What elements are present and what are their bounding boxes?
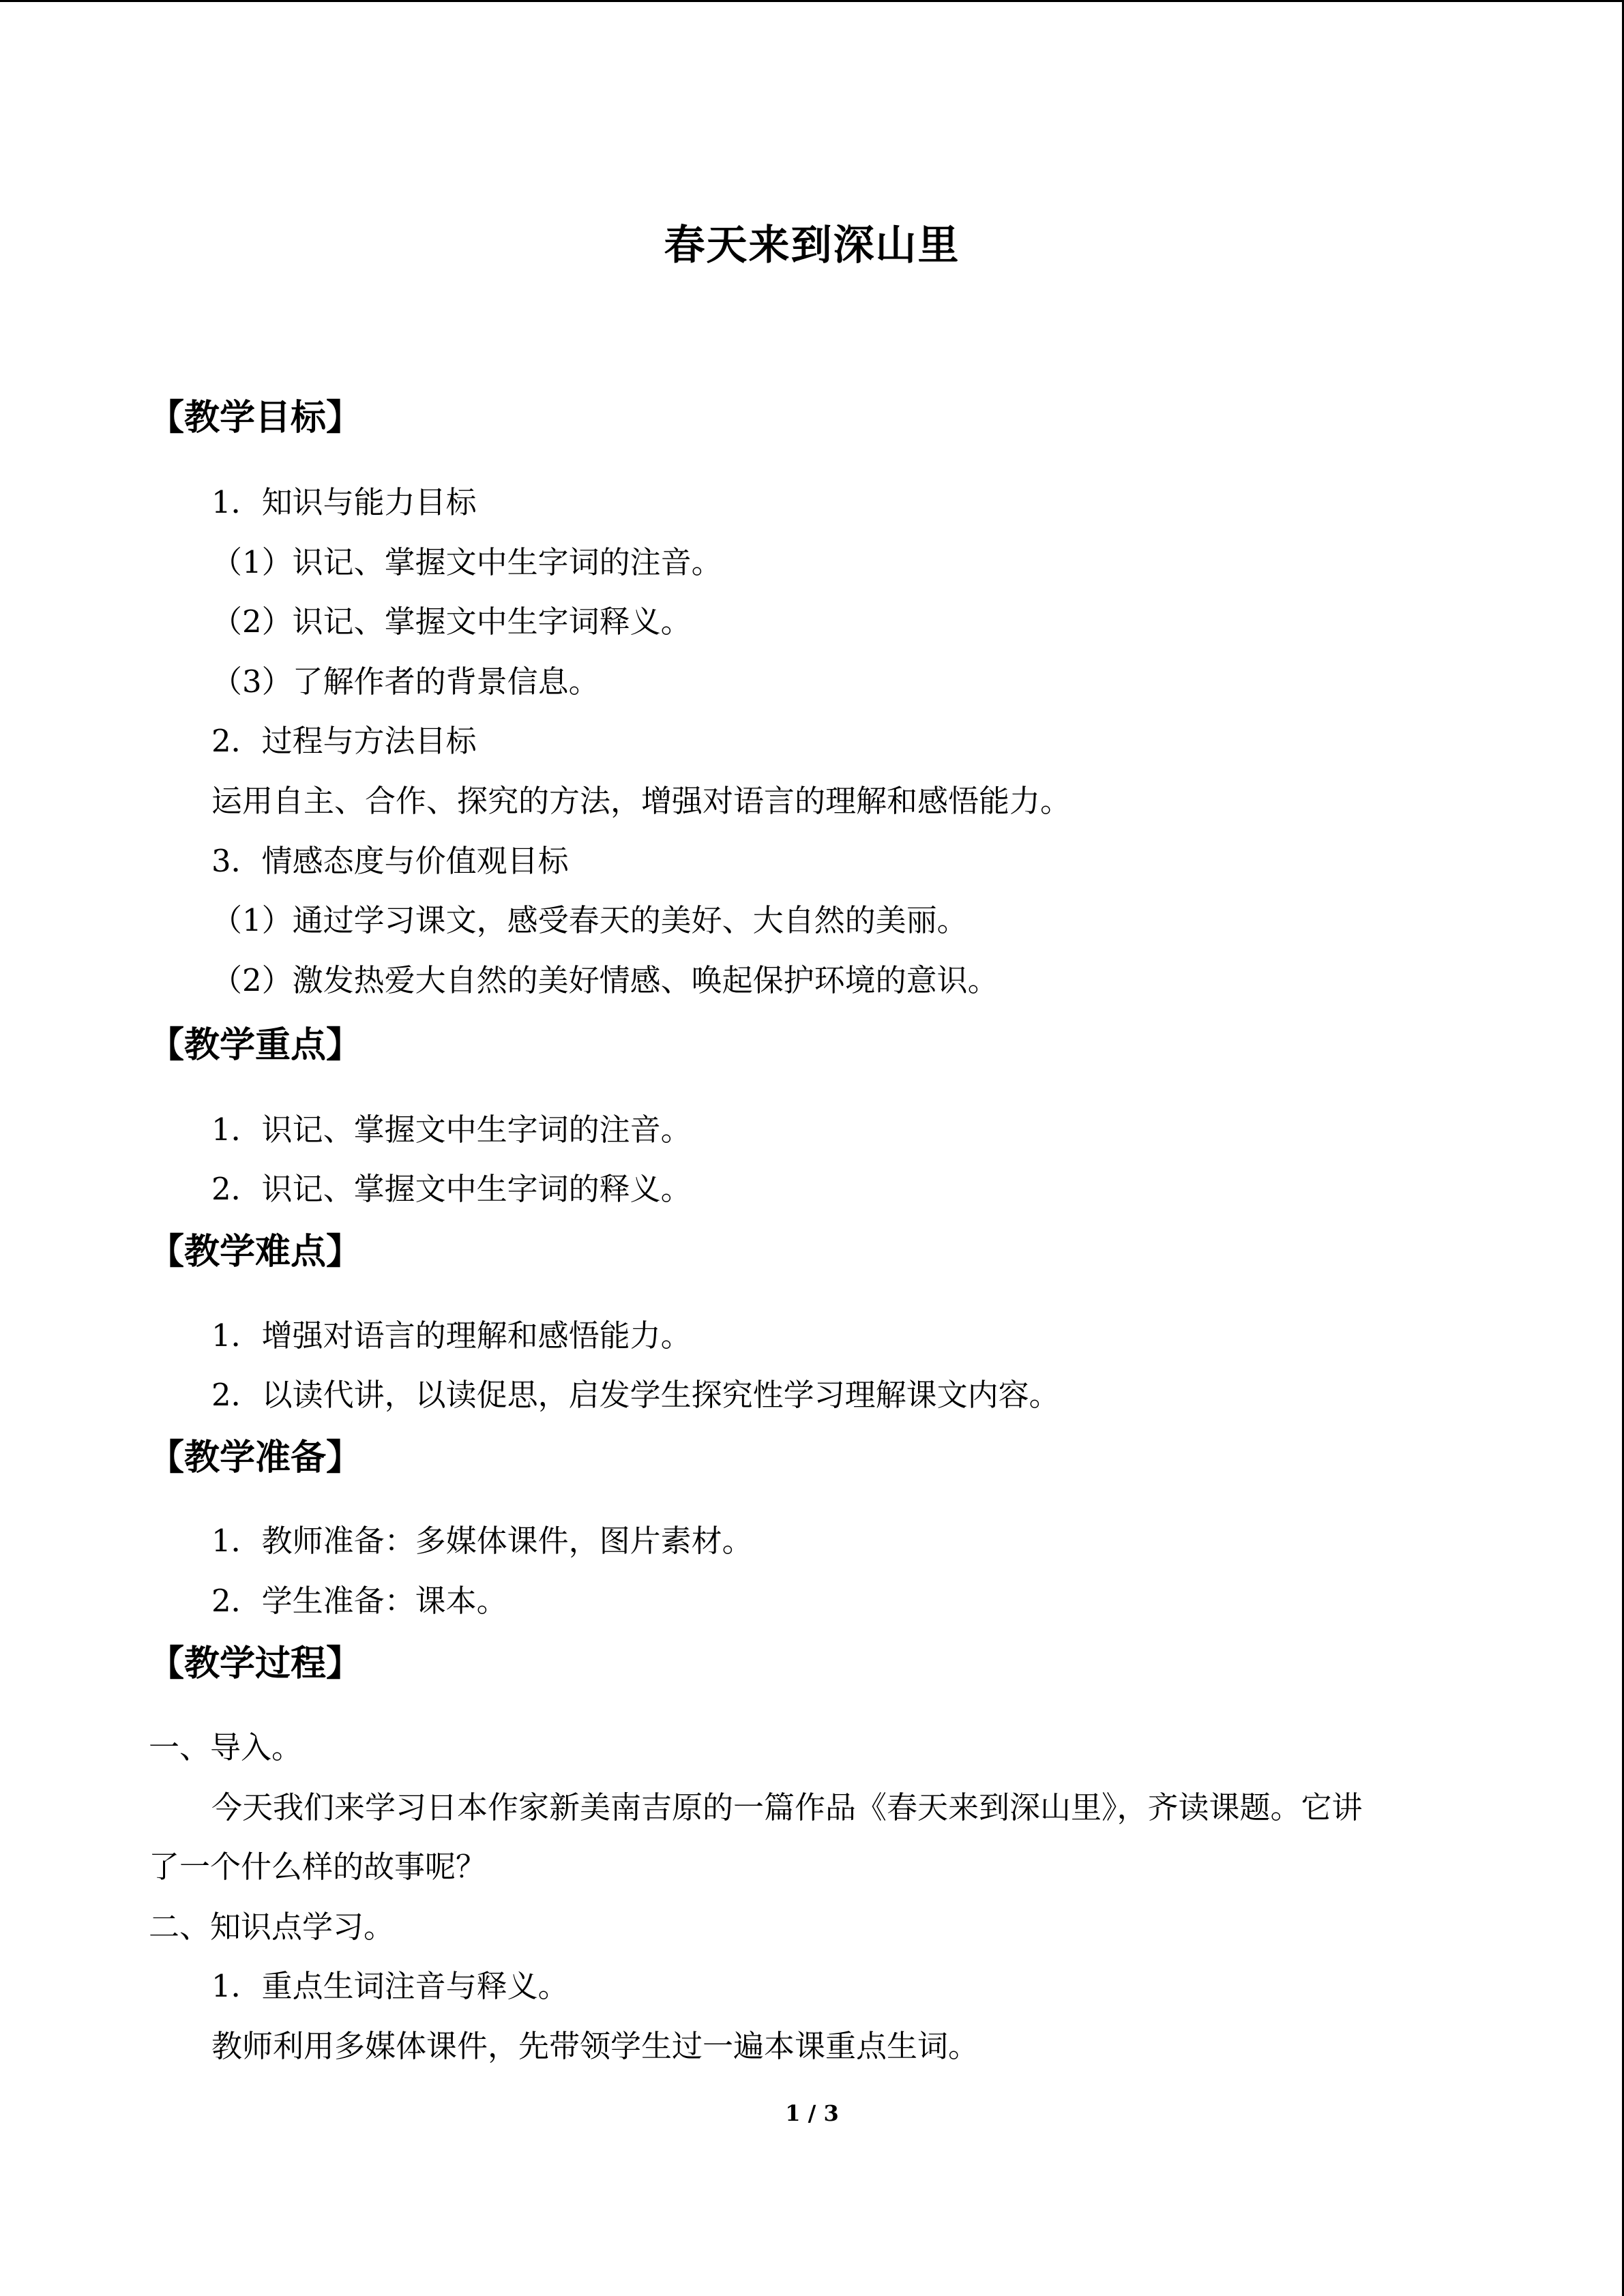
process-line: 教师利用多媒体课件，先带领学生过一遍本课重点生词。 bbox=[211, 2028, 979, 2064]
section-heading-process: 【教学过程】 bbox=[149, 1643, 362, 1684]
goals-line: 1．知识与能力目标 bbox=[211, 484, 477, 520]
goals-line: （1）通过学习课文，感受春天的美好、大自然的美丽。 bbox=[211, 902, 968, 938]
goals-line: （3）了解作者的背景信息。 bbox=[211, 664, 600, 700]
goals-line: （2）激发热爱大自然的美好情感、唤起保护环境的意识。 bbox=[211, 962, 999, 998]
process-line: 一、导入。 bbox=[149, 1729, 303, 1765]
page-number: 1 / 3 bbox=[785, 2100, 839, 2126]
preparation-line: 2．学生准备：课本。 bbox=[211, 1583, 507, 1619]
key-points-line: 1．识记、掌握文中生字词的注音。 bbox=[211, 1112, 692, 1148]
process-line: 今天我们来学习日本作家新美南吉原的一篇作品《春天来到深山里》，齐读课题。它讲 bbox=[211, 1789, 1363, 1825]
difficulties-line: 2．以读代讲，以读促思，启发学生探究性学习理解课文内容。 bbox=[211, 1377, 1060, 1413]
page-title: 春天来到深山里 bbox=[664, 222, 960, 269]
key-points-line: 2．识记、掌握文中生字词的释义。 bbox=[211, 1171, 692, 1207]
goals-line: 2．过程与方法目标 bbox=[211, 723, 477, 759]
section-heading-goals: 【教学目标】 bbox=[149, 397, 362, 438]
section-heading-difficulties: 【教学难点】 bbox=[149, 1231, 362, 1272]
section-heading-preparation: 【教学准备】 bbox=[149, 1437, 362, 1478]
process-line: 1．重点生词注音与释义。 bbox=[211, 1968, 569, 2004]
goals-line: 3．情感态度与价值观目标 bbox=[211, 843, 569, 879]
top-border bbox=[0, 0, 1624, 2]
difficulties-line: 1．增强对语言的理解和感悟能力。 bbox=[211, 1317, 692, 1354]
preparation-line: 1．教师准备：多媒体课件，图片素材。 bbox=[211, 1523, 753, 1559]
goals-line: （1）识记、掌握文中生字词的注音。 bbox=[211, 544, 722, 580]
process-line: 了一个什么样的故事呢？ bbox=[149, 1849, 487, 1885]
goals-line: 运用自主、合作、探究的方法，增强对语言的理解和感悟能力。 bbox=[211, 783, 1072, 819]
section-heading-key-points: 【教学重点】 bbox=[149, 1024, 362, 1066]
goals-line: （2）识记、掌握文中生字词释义。 bbox=[211, 603, 692, 640]
process-line: 二、知识点学习。 bbox=[149, 1909, 395, 1945]
